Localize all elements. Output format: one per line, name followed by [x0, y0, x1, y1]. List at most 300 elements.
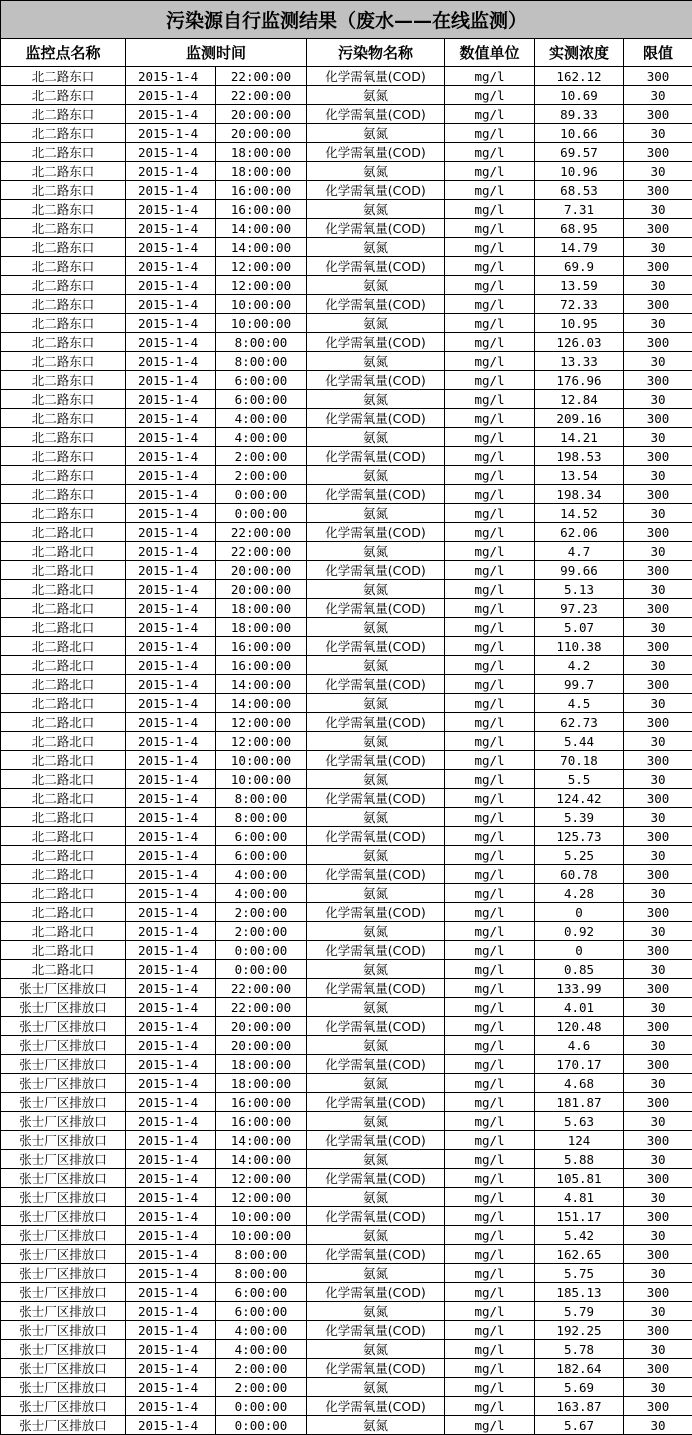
- site-name-cell: 北二路北口: [1, 827, 126, 846]
- time-cell: 10:00:00: [216, 1207, 307, 1226]
- time-cell: 8:00:00: [216, 352, 307, 371]
- table-row: [1, 1074, 692, 1093]
- unit-cell: mg/l: [445, 295, 535, 314]
- pollutant-cell: 氨氮: [307, 808, 445, 827]
- pollutant-cell: 氨氮: [307, 276, 445, 295]
- concentration-cell: 0: [535, 941, 624, 960]
- date-cell: 2015-1-4: [126, 200, 216, 219]
- site-name-cell: 张士厂区排放口: [1, 1359, 126, 1378]
- site-name-cell: 北二路北口: [1, 808, 126, 827]
- date-cell: 2015-1-4: [126, 599, 216, 618]
- table-row: [1, 143, 692, 162]
- table-row: [1, 257, 692, 276]
- limit-cell: 300: [624, 1169, 692, 1188]
- table-row: [1, 314, 692, 333]
- header-row: [1, 39, 692, 67]
- concentration-cell: 13.54: [535, 466, 624, 485]
- time-cell: 14:00:00: [216, 675, 307, 694]
- date-cell: 2015-1-4: [126, 1036, 216, 1055]
- limit-cell: 30: [624, 124, 692, 143]
- unit-cell: mg/l: [445, 428, 535, 447]
- pollutant-cell: 化学需氧量(COD): [307, 1131, 445, 1150]
- date-cell: 2015-1-4: [126, 1302, 216, 1321]
- limit-cell: 300: [624, 789, 692, 808]
- time-cell: 6:00:00: [216, 827, 307, 846]
- concentration-cell: 5.67: [535, 1416, 624, 1435]
- pollutant-cell: 氨氮: [307, 732, 445, 751]
- time-cell: 20:00:00: [216, 580, 307, 599]
- table-row: [1, 827, 692, 846]
- time-cell: 4:00:00: [216, 409, 307, 428]
- pollutant-cell: 氨氮: [307, 656, 445, 675]
- pollutant-cell: 化学需氧量(COD): [307, 979, 445, 998]
- pollutant-cell: 化学需氧量(COD): [307, 1321, 445, 1340]
- unit-cell: mg/l: [445, 960, 535, 979]
- limit-cell: 300: [624, 371, 692, 390]
- concentration-cell: 0.85: [535, 960, 624, 979]
- concentration-cell: 162.65: [535, 1245, 624, 1264]
- table-row: [1, 1093, 692, 1112]
- date-cell: 2015-1-4: [126, 409, 216, 428]
- concentration-cell: 5.78: [535, 1340, 624, 1359]
- pollutant-cell: 化学需氧量(COD): [307, 67, 445, 86]
- table-row: [1, 86, 692, 105]
- site-name-cell: 张士厂区排放口: [1, 1416, 126, 1435]
- unit-cell: mg/l: [445, 922, 535, 941]
- unit-cell: mg/l: [445, 1055, 535, 1074]
- table-row: [1, 1207, 692, 1226]
- pollutant-cell: 化学需氧量(COD): [307, 561, 445, 580]
- time-cell: 12:00:00: [216, 713, 307, 732]
- column-header-unit: 数值单位: [445, 39, 535, 67]
- time-cell: 22:00:00: [216, 979, 307, 998]
- table-row: [1, 1416, 692, 1435]
- date-cell: 2015-1-4: [126, 713, 216, 732]
- limit-cell: 30: [624, 1226, 692, 1245]
- time-cell: 18:00:00: [216, 162, 307, 181]
- date-cell: 2015-1-4: [126, 865, 216, 884]
- date-cell: 2015-1-4: [126, 1207, 216, 1226]
- unit-cell: mg/l: [445, 504, 535, 523]
- pollutant-cell: 化学需氧量(COD): [307, 447, 445, 466]
- time-cell: 12:00:00: [216, 276, 307, 295]
- pollutant-cell: 化学需氧量(COD): [307, 865, 445, 884]
- table-row: [1, 675, 692, 694]
- table-row: [1, 979, 692, 998]
- time-cell: 10:00:00: [216, 751, 307, 770]
- table-row: [1, 409, 692, 428]
- limit-cell: 300: [624, 979, 692, 998]
- unit-cell: mg/l: [445, 1112, 535, 1131]
- unit-cell: mg/l: [445, 865, 535, 884]
- site-name-cell: 北二路北口: [1, 789, 126, 808]
- time-cell: 8:00:00: [216, 789, 307, 808]
- column-header-limit: 限值: [624, 39, 692, 67]
- date-cell: 2015-1-4: [126, 960, 216, 979]
- limit-cell: 30: [624, 504, 692, 523]
- date-cell: 2015-1-4: [126, 1321, 216, 1340]
- pollutant-cell: 氨氮: [307, 618, 445, 637]
- site-name-cell: 张士厂区排放口: [1, 1302, 126, 1321]
- unit-cell: mg/l: [445, 1093, 535, 1112]
- time-cell: 14:00:00: [216, 694, 307, 713]
- concentration-cell: 209.16: [535, 409, 624, 428]
- limit-cell: 300: [624, 105, 692, 124]
- site-name-cell: 北二路北口: [1, 941, 126, 960]
- limit-cell: 30: [624, 542, 692, 561]
- table-row: [1, 960, 692, 979]
- pollutant-cell: 化学需氧量(COD): [307, 1093, 445, 1112]
- date-cell: 2015-1-4: [126, 447, 216, 466]
- date-cell: 2015-1-4: [126, 846, 216, 865]
- time-cell: 4:00:00: [216, 1340, 307, 1359]
- unit-cell: mg/l: [445, 181, 535, 200]
- pollutant-cell: 氨氮: [307, 1416, 445, 1435]
- column-header-site: 监控点名称: [1, 39, 126, 67]
- table-row: [1, 1397, 692, 1416]
- date-cell: 2015-1-4: [126, 162, 216, 181]
- site-name-cell: 北二路东口: [1, 219, 126, 238]
- table-row: [1, 1112, 692, 1131]
- table-row: [1, 808, 692, 827]
- pollutant-cell: 化学需氧量(COD): [307, 1055, 445, 1074]
- pollutant-cell: 氨氮: [307, 352, 445, 371]
- concentration-cell: 5.69: [535, 1378, 624, 1397]
- unit-cell: mg/l: [445, 903, 535, 922]
- time-cell: 8:00:00: [216, 1264, 307, 1283]
- concentration-cell: 163.87: [535, 1397, 624, 1416]
- limit-cell: 30: [624, 314, 692, 333]
- date-cell: 2015-1-4: [126, 504, 216, 523]
- site-name-cell: 北二路北口: [1, 903, 126, 922]
- time-cell: 0:00:00: [216, 504, 307, 523]
- time-cell: 2:00:00: [216, 447, 307, 466]
- date-cell: 2015-1-4: [126, 1055, 216, 1074]
- unit-cell: mg/l: [445, 162, 535, 181]
- time-cell: 14:00:00: [216, 238, 307, 257]
- table-row: [1, 1131, 692, 1150]
- site-name-cell: 北二路东口: [1, 124, 126, 143]
- limit-cell: 30: [624, 86, 692, 105]
- pollutant-cell: 氨氮: [307, 1264, 445, 1283]
- time-cell: 4:00:00: [216, 428, 307, 447]
- concentration-cell: 89.33: [535, 105, 624, 124]
- limit-cell: 300: [624, 1207, 692, 1226]
- concentration-cell: 13.33: [535, 352, 624, 371]
- date-cell: 2015-1-4: [126, 295, 216, 314]
- site-name-cell: 北二路北口: [1, 884, 126, 903]
- limit-cell: 300: [624, 865, 692, 884]
- limit-cell: 30: [624, 808, 692, 827]
- unit-cell: mg/l: [445, 789, 535, 808]
- date-cell: 2015-1-4: [126, 257, 216, 276]
- date-cell: 2015-1-4: [126, 1169, 216, 1188]
- table-row: [1, 618, 692, 637]
- site-name-cell: 张士厂区排放口: [1, 1264, 126, 1283]
- concentration-cell: 5.13: [535, 580, 624, 599]
- date-cell: 2015-1-4: [126, 1188, 216, 1207]
- concentration-cell: 5.63: [535, 1112, 624, 1131]
- table-row: [1, 200, 692, 219]
- limit-cell: 30: [624, 1150, 692, 1169]
- concentration-cell: 5.75: [535, 1264, 624, 1283]
- concentration-cell: 10.66: [535, 124, 624, 143]
- concentration-cell: 5.5: [535, 770, 624, 789]
- limit-cell: 300: [624, 599, 692, 618]
- date-cell: 2015-1-4: [126, 580, 216, 599]
- date-cell: 2015-1-4: [126, 827, 216, 846]
- pollutant-cell: 氨氮: [307, 390, 445, 409]
- site-name-cell: 北二路东口: [1, 238, 126, 257]
- unit-cell: mg/l: [445, 637, 535, 656]
- pollutant-cell: 化学需氧量(COD): [307, 1017, 445, 1036]
- time-cell: 16:00:00: [216, 181, 307, 200]
- sheet-title: 污染源自行监测结果（废水——在线监测）: [1, 1, 692, 39]
- table-row: [1, 561, 692, 580]
- site-name-cell: 张士厂区排放口: [1, 998, 126, 1017]
- site-name-cell: 北二路北口: [1, 770, 126, 789]
- pollutant-cell: 化学需氧量(COD): [307, 713, 445, 732]
- date-cell: 2015-1-4: [126, 1416, 216, 1435]
- pollutant-cell: 化学需氧量(COD): [307, 827, 445, 846]
- site-name-cell: 北二路东口: [1, 447, 126, 466]
- concentration-cell: 170.17: [535, 1055, 624, 1074]
- pollutant-cell: 氨氮: [307, 86, 445, 105]
- concentration-cell: 5.79: [535, 1302, 624, 1321]
- date-cell: 2015-1-4: [126, 694, 216, 713]
- date-cell: 2015-1-4: [126, 1397, 216, 1416]
- limit-cell: 300: [624, 523, 692, 542]
- time-cell: 16:00:00: [216, 637, 307, 656]
- limit-cell: 30: [624, 1416, 692, 1435]
- table-row: [1, 1283, 692, 1302]
- site-name-cell: 北二路北口: [1, 713, 126, 732]
- limit-cell: 30: [624, 390, 692, 409]
- limit-cell: 30: [624, 960, 692, 979]
- date-cell: 2015-1-4: [126, 732, 216, 751]
- limit-cell: 300: [624, 295, 692, 314]
- site-name-cell: 张士厂区排放口: [1, 1188, 126, 1207]
- site-name-cell: 北二路东口: [1, 67, 126, 86]
- time-cell: 4:00:00: [216, 884, 307, 903]
- concentration-cell: 4.81: [535, 1188, 624, 1207]
- unit-cell: mg/l: [445, 656, 535, 675]
- date-cell: 2015-1-4: [126, 124, 216, 143]
- site-name-cell: 北二路东口: [1, 428, 126, 447]
- site-name-cell: 北二路东口: [1, 86, 126, 105]
- date-cell: 2015-1-4: [126, 428, 216, 447]
- time-cell: 10:00:00: [216, 295, 307, 314]
- unit-cell: mg/l: [445, 979, 535, 998]
- time-cell: 0:00:00: [216, 485, 307, 504]
- limit-cell: 30: [624, 846, 692, 865]
- table-row: [1, 998, 692, 1017]
- limit-cell: 30: [624, 162, 692, 181]
- concentration-cell: 125.73: [535, 827, 624, 846]
- concentration-cell: 5.25: [535, 846, 624, 865]
- site-name-cell: 北二路东口: [1, 333, 126, 352]
- table-row: [1, 447, 692, 466]
- limit-cell: 300: [624, 637, 692, 656]
- unit-cell: mg/l: [445, 846, 535, 865]
- time-cell: 2:00:00: [216, 466, 307, 485]
- limit-cell: 300: [624, 485, 692, 504]
- limit-cell: 30: [624, 694, 692, 713]
- table-row: [1, 903, 692, 922]
- table-row: [1, 428, 692, 447]
- date-cell: 2015-1-4: [126, 1074, 216, 1093]
- site-name-cell: 张士厂区排放口: [1, 1017, 126, 1036]
- table-row: [1, 1245, 692, 1264]
- site-name-cell: 北二路东口: [1, 181, 126, 200]
- limit-cell: 300: [624, 1017, 692, 1036]
- pollutant-cell: 氨氮: [307, 1150, 445, 1169]
- limit-cell: 30: [624, 1112, 692, 1131]
- pollutant-cell: 化学需氧量(COD): [307, 523, 445, 542]
- pollutant-cell: 氨氮: [307, 1188, 445, 1207]
- unit-cell: mg/l: [445, 1207, 535, 1226]
- date-cell: 2015-1-4: [126, 181, 216, 200]
- site-name-cell: 张士厂区排放口: [1, 1245, 126, 1264]
- unit-cell: mg/l: [445, 713, 535, 732]
- pollutant-cell: 氨氮: [307, 542, 445, 561]
- table-row: [1, 371, 692, 390]
- site-name-cell: 张士厂区排放口: [1, 1378, 126, 1397]
- limit-cell: 300: [624, 257, 692, 276]
- site-name-cell: 北二路东口: [1, 162, 126, 181]
- pollutant-cell: 氨氮: [307, 1340, 445, 1359]
- unit-cell: mg/l: [445, 599, 535, 618]
- table-row: [1, 922, 692, 941]
- time-cell: 14:00:00: [216, 1131, 307, 1150]
- concentration-cell: 14.21: [535, 428, 624, 447]
- site-name-cell: 北二路北口: [1, 751, 126, 770]
- limit-cell: 30: [624, 238, 692, 257]
- table-row: [1, 846, 692, 865]
- site-name-cell: 北二路北口: [1, 542, 126, 561]
- site-name-cell: 北二路东口: [1, 371, 126, 390]
- time-cell: 10:00:00: [216, 770, 307, 789]
- concentration-cell: 151.17: [535, 1207, 624, 1226]
- date-cell: 2015-1-4: [126, 979, 216, 998]
- concentration-cell: 4.68: [535, 1074, 624, 1093]
- unit-cell: mg/l: [445, 827, 535, 846]
- time-cell: 20:00:00: [216, 105, 307, 124]
- time-cell: 6:00:00: [216, 846, 307, 865]
- time-cell: 18:00:00: [216, 1074, 307, 1093]
- limit-cell: 300: [624, 1131, 692, 1150]
- date-cell: 2015-1-4: [126, 808, 216, 827]
- concentration-cell: 181.87: [535, 1093, 624, 1112]
- concentration-cell: 14.52: [535, 504, 624, 523]
- limit-cell: 300: [624, 1397, 692, 1416]
- table-row: [1, 485, 692, 504]
- table-row: [1, 1055, 692, 1074]
- pollutant-cell: 氨氮: [307, 770, 445, 789]
- unit-cell: mg/l: [445, 1378, 535, 1397]
- site-name-cell: 北二路东口: [1, 352, 126, 371]
- table-row: [1, 1378, 692, 1397]
- concentration-cell: 5.39: [535, 808, 624, 827]
- time-cell: 16:00:00: [216, 1093, 307, 1112]
- limit-cell: 30: [624, 1264, 692, 1283]
- pollutant-cell: 化学需氧量(COD): [307, 485, 445, 504]
- limit-cell: 300: [624, 181, 692, 200]
- concentration-cell: 176.96: [535, 371, 624, 390]
- date-cell: 2015-1-4: [126, 485, 216, 504]
- pollutant-cell: 化学需氧量(COD): [307, 181, 445, 200]
- site-name-cell: 张士厂区排放口: [1, 1131, 126, 1150]
- date-cell: 2015-1-4: [126, 1017, 216, 1036]
- time-cell: 10:00:00: [216, 1226, 307, 1245]
- site-name-cell: 张士厂区排放口: [1, 1340, 126, 1359]
- site-name-cell: 北二路东口: [1, 485, 126, 504]
- table-body: [1, 67, 692, 1435]
- table-row: [1, 1302, 692, 1321]
- pollutant-cell: 化学需氧量(COD): [307, 219, 445, 238]
- time-cell: 6:00:00: [216, 1283, 307, 1302]
- pollutant-cell: 氨氮: [307, 884, 445, 903]
- pollutant-cell: 氨氮: [307, 1036, 445, 1055]
- limit-cell: 300: [624, 67, 692, 86]
- table-row: [1, 124, 692, 143]
- unit-cell: mg/l: [445, 694, 535, 713]
- concentration-cell: 126.03: [535, 333, 624, 352]
- time-cell: 12:00:00: [216, 257, 307, 276]
- unit-cell: mg/l: [445, 485, 535, 504]
- time-cell: 18:00:00: [216, 599, 307, 618]
- pollutant-cell: 化学需氧量(COD): [307, 675, 445, 694]
- unit-cell: mg/l: [445, 1340, 535, 1359]
- date-cell: 2015-1-4: [126, 770, 216, 789]
- pollutant-cell: 化学需氧量(COD): [307, 1397, 445, 1416]
- concentration-cell: 10.95: [535, 314, 624, 333]
- date-cell: 2015-1-4: [126, 1340, 216, 1359]
- time-cell: 4:00:00: [216, 865, 307, 884]
- limit-cell: 30: [624, 1036, 692, 1055]
- limit-cell: 30: [624, 1302, 692, 1321]
- concentration-cell: 68.53: [535, 181, 624, 200]
- table-row: [1, 599, 692, 618]
- time-cell: 0:00:00: [216, 1416, 307, 1435]
- date-cell: 2015-1-4: [126, 903, 216, 922]
- limit-cell: 300: [624, 1055, 692, 1074]
- site-name-cell: 张士厂区排放口: [1, 1283, 126, 1302]
- site-name-cell: 张士厂区排放口: [1, 1321, 126, 1340]
- time-cell: 6:00:00: [216, 1302, 307, 1321]
- concentration-cell: 4.5: [535, 694, 624, 713]
- site-name-cell: 北二路北口: [1, 960, 126, 979]
- table-row: [1, 770, 692, 789]
- concentration-cell: 10.96: [535, 162, 624, 181]
- table-row: [1, 352, 692, 371]
- time-cell: 16:00:00: [216, 656, 307, 675]
- site-name-cell: 北二路北口: [1, 637, 126, 656]
- unit-cell: mg/l: [445, 523, 535, 542]
- limit-cell: 30: [624, 1378, 692, 1397]
- pollutant-cell: 化学需氧量(COD): [307, 1359, 445, 1378]
- site-name-cell: 北二路东口: [1, 257, 126, 276]
- date-cell: 2015-1-4: [126, 219, 216, 238]
- table-row: [1, 941, 692, 960]
- site-name-cell: 北二路东口: [1, 409, 126, 428]
- unit-cell: mg/l: [445, 124, 535, 143]
- limit-cell: 30: [624, 580, 692, 599]
- table-row: [1, 67, 692, 86]
- concentration-cell: 4.01: [535, 998, 624, 1017]
- unit-cell: mg/l: [445, 314, 535, 333]
- date-cell: 2015-1-4: [126, 1245, 216, 1264]
